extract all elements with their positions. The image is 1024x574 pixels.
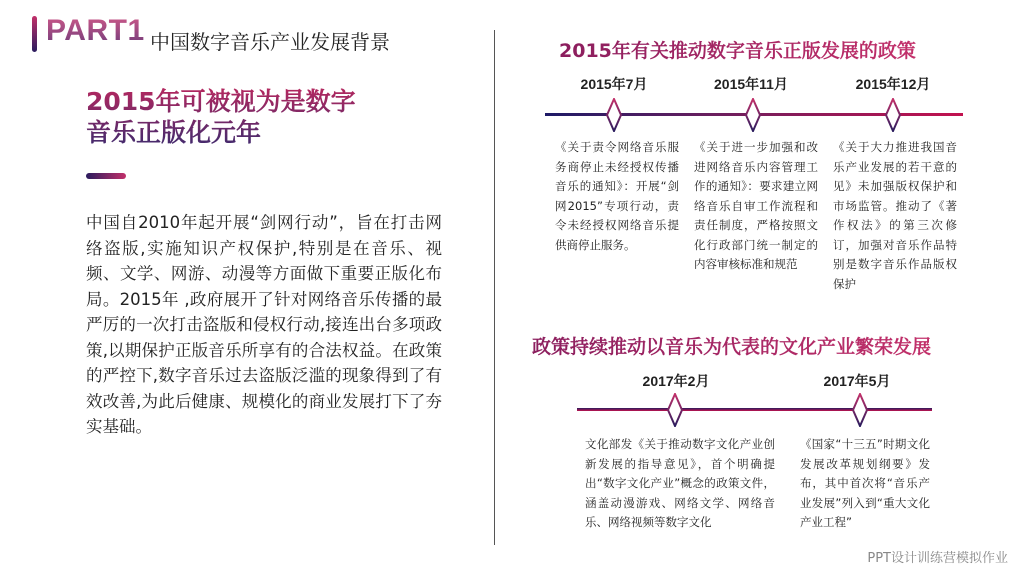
policy-text: 《关于大力推进我国音乐产业发展的若干意的见》未加强版权保护和市场监管。推动了《著作权法》的第三次修订，加强对音乐作品特别是数字音乐作品版权保护 — [833, 140, 957, 291]
timeline-marker-icon — [744, 98, 762, 132]
headline-line-2: 音乐正版化元年 — [86, 118, 262, 147]
intro-paragraph: 中国自2010年起开展“剑网行动”，旨在打击网络盗版,实施知识产权保护,特别是在音乐、视频、文学、网游、动漫等方面做下重要正版化布局。2015年 ,政府展开了针对网络音乐传播的最严厉的一次打击盗版和侵权行动,接连出台多项政策,以期保护正版音乐所享有的合法权益。在政策的严控下,数字音乐过去盗版泛滥的现象得到了有效改善,为此后健康、规模化的商业发展打下了夯实基础。 — [86, 213, 442, 436]
part-label: PART1 — [46, 14, 145, 47]
headline-underline — [86, 173, 126, 179]
policy-text: 《国家“十三五”时期文化发展改革规划纲要》发布，其中首次将“音乐产业发展”列入到“重大文化产业工程” — [800, 437, 930, 529]
vertical-divider — [494, 30, 495, 545]
timeline-line — [577, 408, 932, 411]
timeline-date: 2017年5月 — [823, 373, 891, 389]
timeline-date: 2015年11月 — [714, 76, 788, 92]
headline — [86, 86, 356, 148]
timeline-date: 2015年12月 — [855, 76, 931, 92]
timeline-marker-icon — [666, 393, 684, 427]
timeline-marker-icon — [851, 393, 869, 427]
page-title: 中国数字音乐产业发展背景 — [150, 30, 390, 54]
headline-line-1: 2015年可被视为是数字 — [86, 87, 356, 116]
title-accent-bar — [32, 16, 37, 52]
timeline-marker-icon — [884, 98, 902, 132]
section1-title: 2015年有关推动数字音乐正版发展的政策 — [559, 36, 916, 63]
timeline-date: 2015年7月 — [580, 76, 648, 92]
section2-title: 政策持续推动以音乐为代表的文化产业繁荣发展 — [532, 332, 931, 359]
timeline-marker-icon — [605, 98, 623, 132]
policy-text: 《关于进一步加强和改进网络音乐内容管理工作的通知》：要求建立网络音乐自审工作流程和责任制度，严格按照文化行政部门统一制定的内容审核标准和规范 — [694, 140, 818, 271]
policy-text: 文化部发《关于推动数字文化产业创新发展的指导意见》，首个明确提出“数字文化产业”概念的政策文件，涵盖动漫游戏、网络文学、网络音乐、网络视频等数字文化 — [585, 437, 775, 529]
footer-note: PPT设计训练营模拟作业 — [867, 551, 1008, 566]
timeline-date: 2017年2月 — [642, 373, 710, 389]
policy-text: 《关于责令网络音乐服务商停止未经授权传播音乐的通知》：开展“剑网2015”专项行动，责令未经授权网络音乐提供商停止服务。 — [555, 140, 679, 252]
